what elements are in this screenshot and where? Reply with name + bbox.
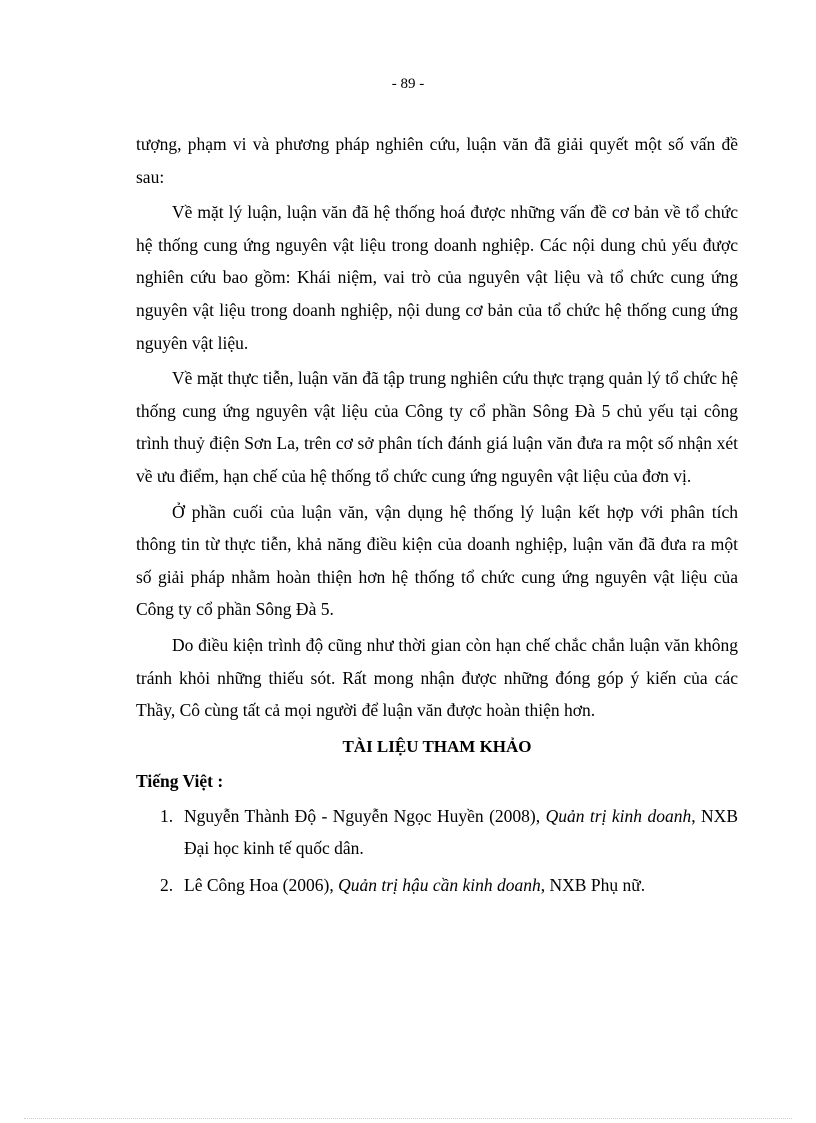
reference-authors: Lê Công Hoa (2006), [184, 875, 339, 896]
reference-number: 1. [160, 805, 174, 826]
paragraph-theory: Về mặt lý luận, luận văn đã hệ thống hoá được những vấn đề cơ bản về tổ chức hệ thống cung ứng nguyên vật liệu trong doanh nghiệp. Các nội dung chủ yếu được nghiên cứu bao gồm: Khái niệm, vai trò của nguyên vật liệu và tổ chức cung ứng nguyên vật liệu trong doanh nghiệp, nội dung cơ bản của tổ chức hệ thống cung ứng nguyên vật liệu. [136, 202, 738, 353]
reference-publisher: , NXB Đại học kinh tế quốc dân. [184, 805, 738, 859]
paragraph-practice: Về mặt thực tiễn, luận văn đã tập trung nghiên cứu thực trạng quản lý tổ chức hệ thống cung ứng nguyên vật liệu của Công ty cổ phần Sông Đà 5 chủ yếu tại công trình thuỷ điện Sơn La, trên cơ sở phân tích đánh giá luận văn đưa ra một số nhận xét về ưu điểm, hạn chế của hệ thống tổ chức cung ứng nguyên vật liệu của đơn vị. [136, 368, 738, 486]
reference-publisher: , NXB Phụ nữ. [540, 875, 646, 896]
page-number: - 89 - [391, 76, 425, 92]
reference-item [136, 800, 738, 865]
reference-title: Quản trị kinh doanh [545, 805, 692, 826]
reference-title: Quản trị hậu cần kinh doanh [338, 875, 541, 896]
reference-authors: Nguyễn Thành Độ - Nguyễn Ngọc Huyền (2008), [184, 805, 546, 826]
reference-item [136, 869, 738, 902]
paragraph-continuation: tượng, phạm vi và phương pháp nghiên cứu, luận văn đã giải quyết một số vấn đề sau: [136, 134, 738, 187]
reference-list [136, 800, 738, 902]
document-body [136, 128, 738, 906]
page-bottom-divider [24, 1118, 792, 1119]
paragraph-closing: Do điều kiện trình độ cũng như thời gian còn hạn chế chắc chắn luận văn không tránh khỏi những thiếu sót. Rất mong nhận được những đóng góp ý kiến của các Thầy, Cô cùng tất cả mọi người để luận văn được hoàn thiện hơn. [136, 634, 738, 721]
references-subheading: Tiếng Việt : [136, 771, 224, 792]
paragraph-solutions: Ở phần cuối của luận văn, vận dụng hệ thống lý luận kết hợp với phân tích thông tin từ thực tiễn, khả năng điều kiện của doanh nghiệp, luận văn đã đưa ra một số giải pháp nhằm hoàn thiện hơn hệ thống tổ chức cung ứng nguyên vật liệu của Công ty cổ phần Sông Đà 5. [136, 501, 738, 620]
references-heading: TÀI LIỆU THAM KHẢO [342, 736, 532, 756]
reference-number: 2. [160, 875, 174, 896]
